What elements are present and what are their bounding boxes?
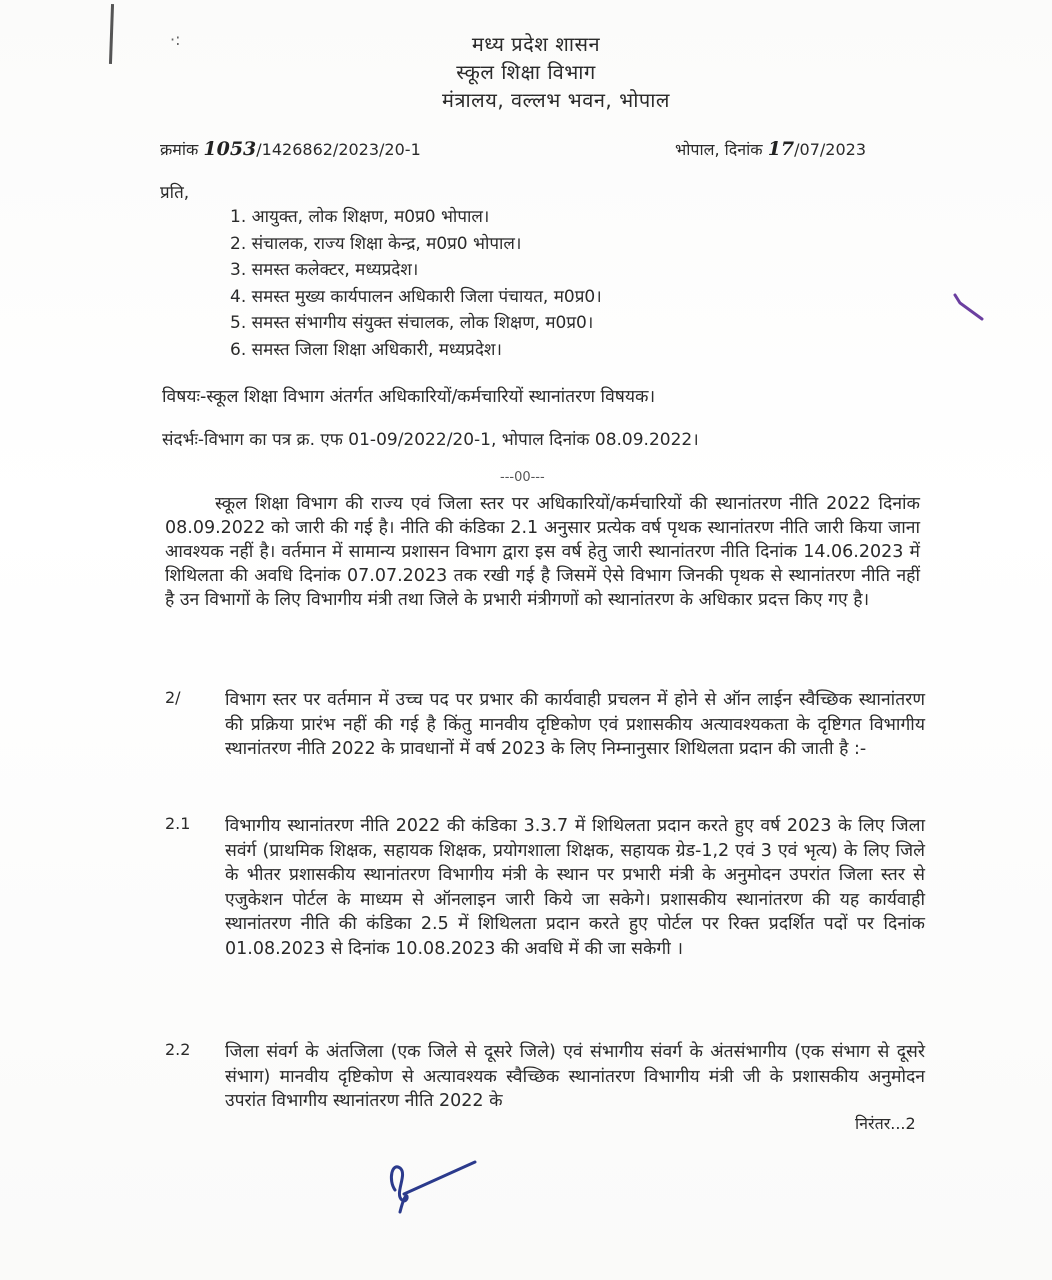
paragraph-text: विभागीय स्थानांतरण नीति 2022 की कंडिका 3.3.7 में शिथिलता प्रदान करते हुए वर्ष 2023 के लिए जिला सवंर्ग (प्राथमिक शिक्षक, सहायक शिक्षक, प्रयोगशाला शिक्षक, सहायक ग्रेड-1,2 एवं 3 एवं भृत्य) के लिए जिले के भीतर प्रशासकीय स्थानांतरण विभागीय मंत्री के स्थान पर प्रभारी मंत्री के अनुमोदन उपरांत जिला स्तर से एजुकेशन पोर्टल के माध्यम से ऑनलाइन जारी किये जा सकेगे। प्रशासकीय स्थानांतरण की यह कार्यवाही स्थानांतरण नीति की कंडिका 2.5 में शिथिलता प्रदान करते हुए पोर्टल पर रिक्त प्रदर्शित पदों पर दिनांक 01.08.2023 से दिनांक 10.08.2023 की अवधि में की जा सकेगी । <box>225 816 925 959</box>
addressee-item: 4. समस्त मुख्य कार्यपालन अधिकारी जिला पंचायत, म0प्र0। <box>230 286 602 307</box>
addressee-item: 2. संचालक, राज्य शिक्षा केन्द्र, म0प्र0 भोपाल। <box>230 233 522 254</box>
subject-line: विषयः-स्कूल शिक्षा विभाग अंतर्गत अधिकारियों/कर्मचारियों स्थानांतरण विषयक। <box>162 387 656 407</box>
paragraph-text: विभाग स्तर पर वर्तमान में उच्च पद पर प्रभार की कार्यवाही प्रचलन में होने से ऑन लाईन स्वैच्छिक स्थानांतरण की प्रक्रिया प्रारंभ नहीं की गई है किंतु मानवीय दृष्टिकोण एवं प्रशासकीय अत्यावश्यकता के दृष्टिगत विभागीय स्थानांतरण नीति 2022 के प्रावधानों में वर्ष 2023 के लिए निम्नानुसार शिथिलता प्रदान की जाती है :- <box>225 690 925 759</box>
letterhead-department: स्कूल शिक्षा विभाग <box>456 60 596 84</box>
addressee-item: 1. आयुक्त, लोक शिक्षण, म0प्र0 भोपाल। <box>230 207 490 227</box>
date-rest: /07/2023 <box>794 140 867 159</box>
paragraph-number: 2/ <box>165 688 181 707</box>
addressee-item: 5. समस्त संभागीय संयुक्त संचालक, लोक शिक्षण, म0प्र0। <box>230 313 594 333</box>
numbered-paragraph <box>165 688 925 788</box>
reference-letter-line: संदर्भः-विभाग का पत्र क्र. एफ 01-09/2022/20-1, भोपाल दिनांक 08.09.2022। <box>162 430 699 450</box>
paragraph-number: 2.2 <box>165 1040 191 1059</box>
handwritten-signature <box>380 1150 490 1220</box>
paragraph-text: जिला संवर्ग के अंतजिला (एक जिले से दूसरे जिले) एवं संभागीय संवर्ग के अंतसंभागीय (एक संभाग से दूसरे संभाग) मानवीय दृष्टिकोण से अत्यावश्यक स्वैच्छिक स्थानांतरण विभागीय मंत्री जी के प्रशासकीय अनुमोदन उपरांत विभागीय स्थानांतरण नीति 2022 के <box>225 1042 925 1111</box>
reference-rest: /1426862/2023/20-1 <box>256 140 421 159</box>
numbered-paragraph <box>165 814 925 1024</box>
letterhead-address: मंत्रालय, वल्लभ भवन, भोपाल <box>441 88 670 112</box>
reference-handwritten-number: 1053 <box>203 138 257 160</box>
body-paragraph-intro: स्कूल शिक्षा विभाग की राज्य एवं जिला स्तर पर अधिकारियों/कर्मचारियों की स्थानांतरण नीति 2022 दिनांक 08.09.2022 को जारी की गई है। नीति की कंडिका 2.1 अनुसार प्रत्येक वर्ष पृथक स्थानांतरण नीति जारी किया जाना आवश्यक नहीं है। वर्तमान में सामान्य प्रशासन विभाग द्वारा इस वर्ष हेतु जारी स्थानांतरण नीति दिनांक 14.06.2023 में शिथिलता की अवधि दिनांक 07.07.2023 तक रखी गई है जिसमें ऐसे विभाग जिनकी पृथक से स्थानांतरण नीति नहीं है उन विभागों के लिए विभागीय मंत्री तथा जिले के प्रभारी मंत्रीगणों को स्थानांतरण के अधिकार प्रदत्त किए गए है। <box>165 494 920 610</box>
letter-date <box>675 138 866 160</box>
addressee-item: 6. समस्त जिला शिक्षा अधिकारी, मध्यप्रदेश। <box>230 339 502 360</box>
letterhead <box>0 30 1052 114</box>
letterhead-government: मध्य प्रदेश शासन <box>471 32 601 56</box>
margin-pen-mark <box>950 285 990 325</box>
date-label: भोपाल, दिनांक <box>675 140 763 159</box>
margin-ink-dot: ·: <box>170 30 181 49</box>
addressee-item: 3. समस्त कलेक्टर, मध्यप्रदेश। <box>230 260 419 280</box>
addressee-list <box>230 204 602 363</box>
date-handwritten-day: 17 <box>767 138 795 160</box>
section-divider: ---00--- <box>500 470 545 485</box>
numbered-paragraph <box>165 1040 925 1115</box>
addressee-label: प्रति, <box>160 183 190 203</box>
continued-marker: निरंतर...2 <box>855 1114 916 1133</box>
reference-number <box>160 138 421 160</box>
paragraph-number: 2.1 <box>165 814 191 833</box>
reference-label: क्रमांक <box>160 140 199 159</box>
